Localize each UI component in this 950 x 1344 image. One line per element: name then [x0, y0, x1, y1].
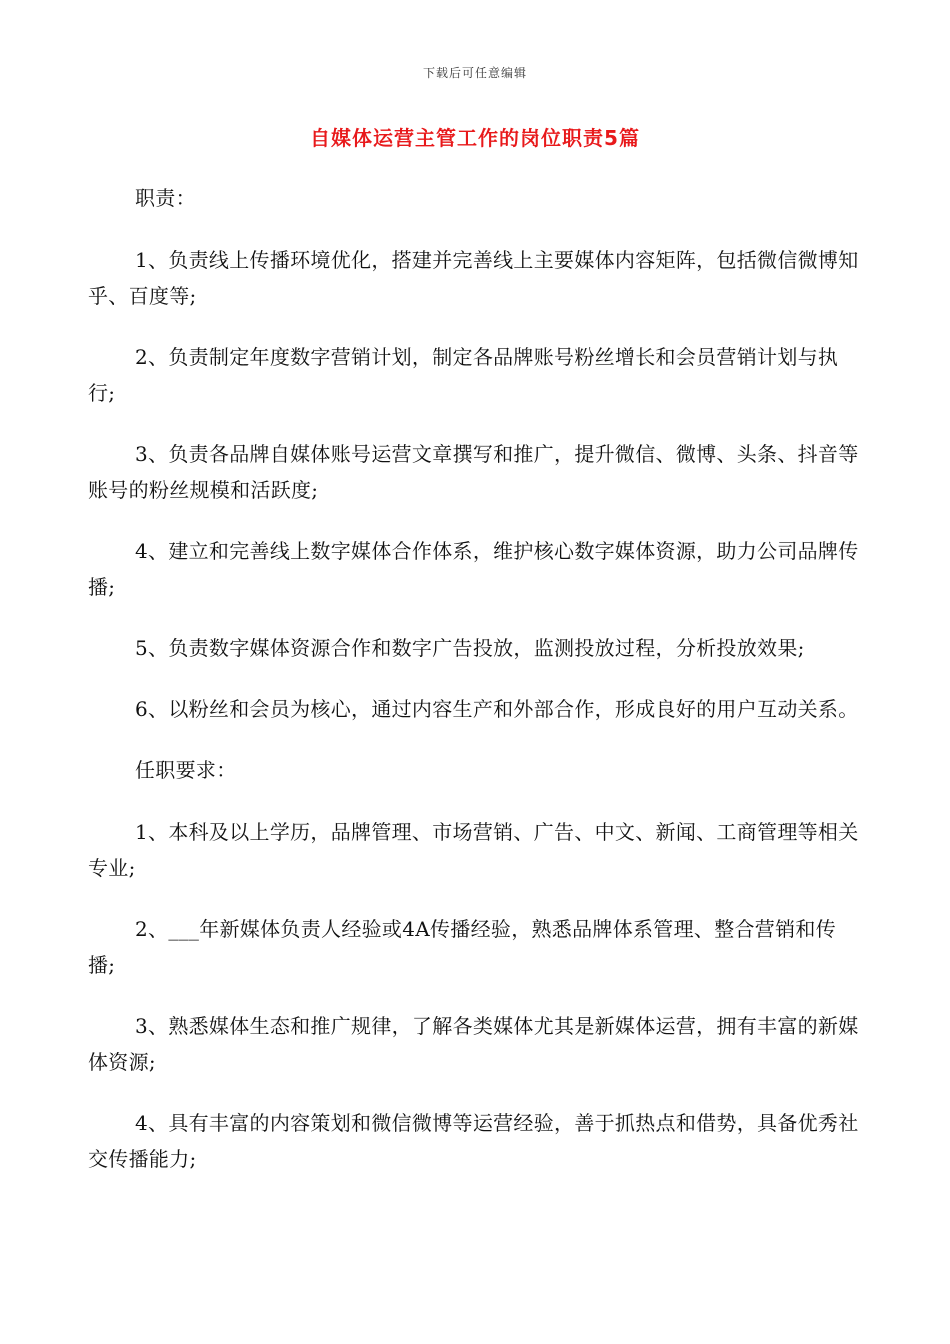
duty-item-6: 6、以粉丝和会员为核心，通过内容生产和外部合作，形成良好的用户互动关系。	[135, 697, 859, 721]
requirement-item-1: 1、本科及以上学历，品牌管理、市场营销、广告、中文、新闻、工商管理等相关专业;	[88, 820, 859, 880]
duty-item-4: 4、建立和完善线上数字媒体合作体系，维护核心数字媒体资源，助力公司品牌传播;	[88, 539, 859, 599]
duty-item-5: 5、负责数字媒体资源合作和数字广告投放，监测投放过程，分析投放效果;	[135, 636, 805, 660]
requirements-heading: 任职要求：	[135, 758, 237, 782]
duties-heading: 职责：	[135, 186, 196, 210]
duty-item-1: 1、负责线上传播环境优化，搭建并完善线上主要媒体内容矩阵，包括微信微博知乎、百度等;	[88, 248, 859, 308]
document-title: 自媒体运营主管工作的岗位职责5篇	[310, 126, 640, 150]
requirement-item-2: 2、___年新媒体负责人经验或4A传播经验，熟悉品牌体系管理、整合营销和传播;	[88, 917, 836, 977]
document-body	[88, 180, 863, 1202]
requirement-item-4: 4、具有丰富的内容策划和微信微博等运营经验，善于抓热点和借势，具备优秀社交传播能力;	[88, 1111, 859, 1171]
requirement-item-3: 3、熟悉媒体生态和推广规律，了解各类媒体尤其是新媒体运营，拥有丰富的新媒体资源;	[88, 1014, 859, 1074]
duty-item-2: 2、负责制定年度数字营销计划，制定各品牌账号粉丝增长和会员营销计划与执行;	[88, 345, 839, 405]
header-note: 下载后可任意编辑	[422, 66, 527, 80]
duty-item-3: 3、负责各品牌自媒体账号运营文章撰写和推广，提升微信、微博、头条、抖音等账号的粉丝规模和活跃度;	[88, 442, 859, 502]
